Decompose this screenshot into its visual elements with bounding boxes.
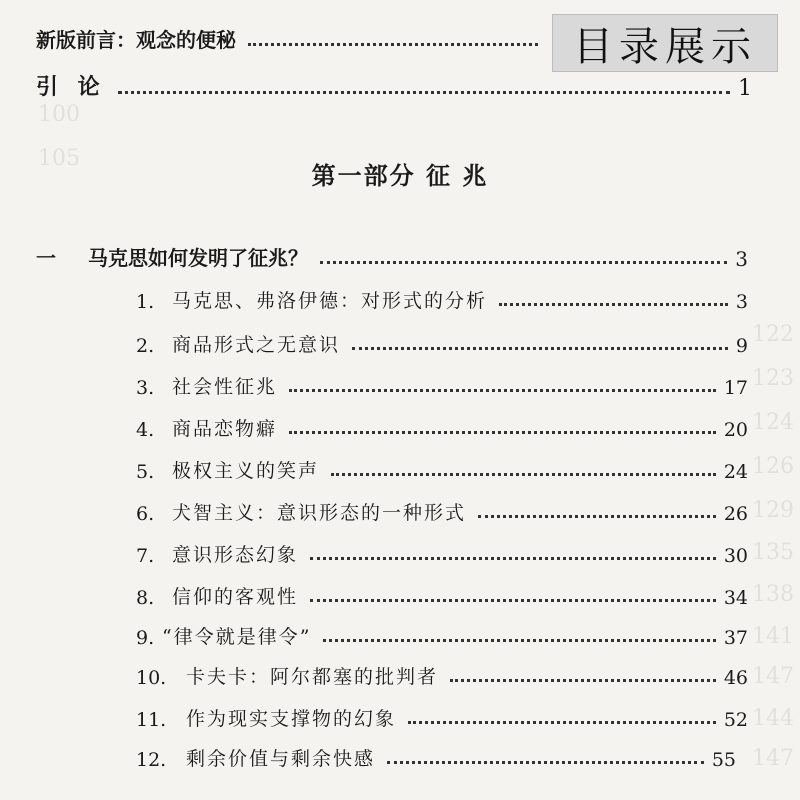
- leader-dots: [248, 43, 538, 46]
- item-page: 52: [723, 709, 748, 731]
- item-title: “律令就是律令”: [162, 626, 312, 648]
- item-page: 30: [723, 545, 748, 567]
- item-title: 作为现实支撑物的幻象: [186, 708, 397, 730]
- item-index: 4.: [136, 419, 155, 441]
- item-page: 24: [723, 461, 748, 483]
- toc-item[interactable]: [136, 744, 736, 771]
- toc-item[interactable]: [136, 456, 748, 483]
- item-index: 5.: [136, 461, 155, 483]
- item-index: 12.: [136, 749, 167, 771]
- item-title: 信仰的客观性: [172, 586, 299, 608]
- leader-dots: [289, 431, 716, 434]
- item-title: 商品形式之无意识: [172, 334, 341, 356]
- item-index: 2.: [136, 335, 155, 357]
- bleed-through-decoration: 123: [752, 366, 794, 391]
- item-title: 社会性征兆: [172, 376, 278, 398]
- leader-dots: [450, 679, 716, 682]
- bleed-through-decoration: 147: [752, 746, 794, 771]
- bleed-through-decoration: 100: [38, 102, 80, 127]
- bleed-through-decoration: 144: [752, 706, 794, 731]
- item-index: 1.: [136, 291, 155, 313]
- bleed-through-decoration: 122: [752, 322, 794, 347]
- item-title: 商品恋物癖: [172, 418, 278, 440]
- bleed-through-decoration: 126: [752, 454, 794, 479]
- bleed-through-decoration: 135: [752, 540, 794, 565]
- item-index: 3.: [136, 377, 155, 399]
- item-title: 犬智主义：意识形态的一种形式: [172, 502, 467, 524]
- leader-dots: [310, 599, 716, 602]
- toc-item[interactable]: [136, 704, 748, 731]
- bleed-through-decoration: 141: [752, 624, 794, 649]
- bleed-through-decoration: 138: [752, 582, 794, 607]
- toc-preview-badge: 目录展示: [552, 14, 778, 72]
- item-index: 7.: [136, 545, 155, 567]
- item-page: 17: [723, 377, 748, 399]
- item-page: 3: [735, 291, 748, 313]
- item-page: 55: [711, 749, 736, 771]
- toc-item[interactable]: [136, 414, 748, 441]
- leader-dots: [478, 515, 716, 518]
- introduction-page: 1: [738, 76, 752, 101]
- item-page: 9: [735, 335, 748, 357]
- leader-dots: [320, 261, 727, 264]
- toc-item[interactable]: [136, 622, 748, 649]
- toc-entry-introduction[interactable]: [36, 70, 752, 101]
- item-title: 剩余价值与剩余快感: [186, 748, 376, 770]
- item-index: 10.: [136, 667, 167, 689]
- chapter-number: 一: [36, 246, 56, 270]
- toc-item[interactable]: [136, 582, 748, 609]
- bleed-through-decoration: 124: [752, 410, 794, 435]
- leader-dots: [387, 761, 704, 764]
- item-index: 8.: [136, 587, 155, 609]
- leader-dots: [310, 557, 716, 560]
- toc-item[interactable]: [136, 540, 748, 567]
- introduction-title: 引 论: [36, 75, 106, 100]
- item-page: 37: [723, 627, 748, 649]
- toc-item[interactable]: [136, 662, 748, 689]
- leader-dots: [408, 721, 716, 724]
- leader-dots: [499, 303, 728, 306]
- bleed-through-decoration: 147: [752, 664, 794, 689]
- toc-item[interactable]: [136, 330, 748, 357]
- bleed-through-decoration: 105: [38, 146, 80, 171]
- chapter-title: 马克思如何发明了征兆？: [88, 246, 308, 270]
- item-index: 6.: [136, 503, 155, 525]
- leader-dots: [323, 639, 715, 642]
- item-title: 马克思、弗洛伊德：对形式的分析: [172, 290, 488, 312]
- section-title: 第一部分 征 兆: [311, 162, 489, 190]
- bleed-through-decoration: 129: [752, 498, 794, 523]
- toc-item[interactable]: [136, 372, 748, 399]
- toc-entry-chapter[interactable]: [36, 242, 748, 271]
- chapter-page: 3: [735, 247, 748, 271]
- toc-item[interactable]: [136, 498, 748, 525]
- leader-dots: [289, 389, 716, 392]
- item-page: 34: [723, 587, 748, 609]
- item-page: 26: [723, 503, 748, 525]
- preface-title: 新版前言：观念的便秘: [36, 28, 236, 52]
- leader-dots: [352, 347, 728, 350]
- item-index: 9.: [136, 627, 155, 649]
- item-page: 46: [723, 667, 748, 689]
- leader-dots: [331, 473, 716, 476]
- item-index: 11.: [136, 709, 167, 731]
- toc-entry-preface[interactable]: [36, 24, 546, 53]
- toc-item[interactable]: [136, 286, 748, 313]
- item-title: 意识形态幻象: [172, 544, 299, 566]
- item-page: 20: [723, 419, 748, 441]
- item-title: 卡夫卡：阿尔都塞的批判者: [186, 666, 439, 688]
- leader-dots: [118, 91, 730, 94]
- item-title: 极权主义的笑声: [172, 460, 320, 482]
